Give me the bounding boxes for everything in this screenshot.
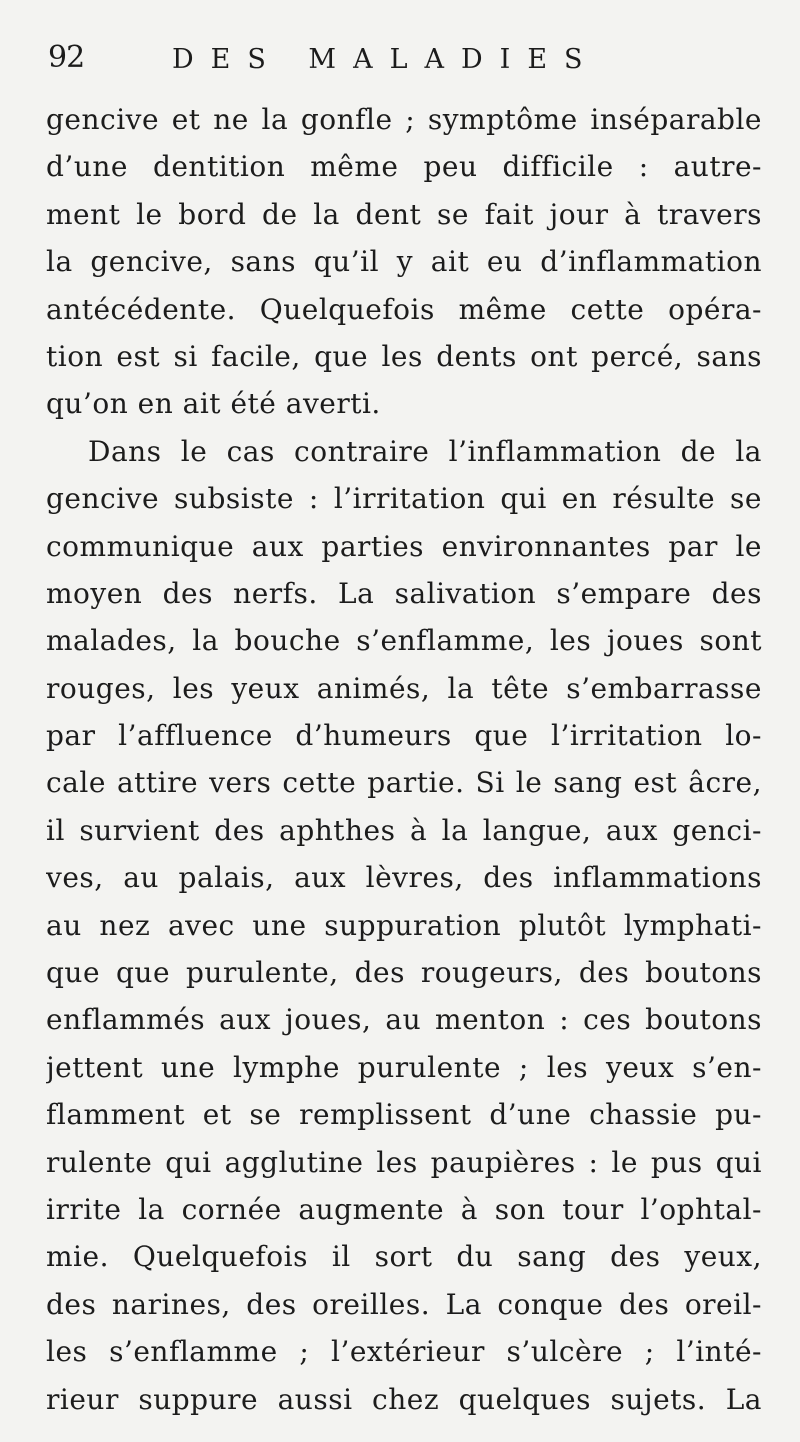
text-line: Dans le cas contraire l’inflammation de la	[88, 434, 762, 468]
page-header	[48, 38, 768, 82]
text-line: moyen des nerfs. La salivation s’empare des	[46, 576, 762, 610]
text-line: jettent une lymphe purulente ; les yeux s’en-	[46, 1050, 762, 1084]
text-line: qu’on en ait été averti.	[46, 387, 381, 421]
text-line: rieur suppure aussi chez quelques sujets. La	[46, 1382, 762, 1416]
text-line: communique aux parties environnantes par le	[46, 529, 762, 563]
text-line: rulente qui agglutine les paupières : le pus qui	[46, 1145, 762, 1179]
text-line: malades, la bouche s’enflamme, les joues sont	[46, 624, 762, 658]
text-line: irrite la cornée augmente à son tour l’ophtal-	[46, 1192, 762, 1226]
text-line: les s’enflamme ; l’extérieur s’ulcère ; l’inté-	[46, 1335, 762, 1369]
text-line: il survient des aphthes à la langue, aux genci-	[46, 813, 762, 847]
text-line: la gencive, sans qu’il y ait eu d’inflammation	[46, 245, 762, 279]
text-line: mie. Quelquefois il sort du sang des yeux,	[46, 1240, 762, 1274]
text-line: d’une dentition même peu difficile : autre-	[46, 150, 762, 184]
body-text	[46, 96, 762, 1423]
text-line: au nez avec une suppuration plutôt lymphati-	[46, 908, 762, 942]
text-line: flamment et se remplissent d’une chassie pu-	[46, 1098, 762, 1132]
running-head: DES MALADIES	[172, 44, 600, 75]
text-line: gencive subsiste : l’irritation qui en résulte se	[46, 482, 762, 516]
text-line: des narines, des oreilles. La conque des oreil-	[46, 1287, 762, 1321]
text-line: gencive et ne la gonfle ; symptôme inséparable	[46, 103, 762, 136]
text-line: cale attire vers cette partie. Si le sang est âcre,	[46, 766, 762, 800]
text-line: rouges, les yeux animés, la tête s’embarrasse	[46, 671, 762, 705]
text-line: antécédente. Quelquefois même cette opéra-	[46, 292, 762, 326]
text-line: ment le bord de la dent se fait jour à travers	[46, 197, 762, 231]
text-line: tion est si facile, que les dents ont percé, sans	[46, 339, 762, 373]
text-line: ves, au palais, aux lèvres, des inflammations	[46, 861, 762, 895]
text-line: enflammés aux joues, au menton : ces boutons	[46, 1003, 762, 1037]
text-line: que que purulente, des rougeurs, des boutons	[46, 956, 762, 990]
text-line: par l’affluence d’humeurs que l’irritation lo-	[46, 719, 762, 753]
page-number: 92	[48, 40, 85, 75]
